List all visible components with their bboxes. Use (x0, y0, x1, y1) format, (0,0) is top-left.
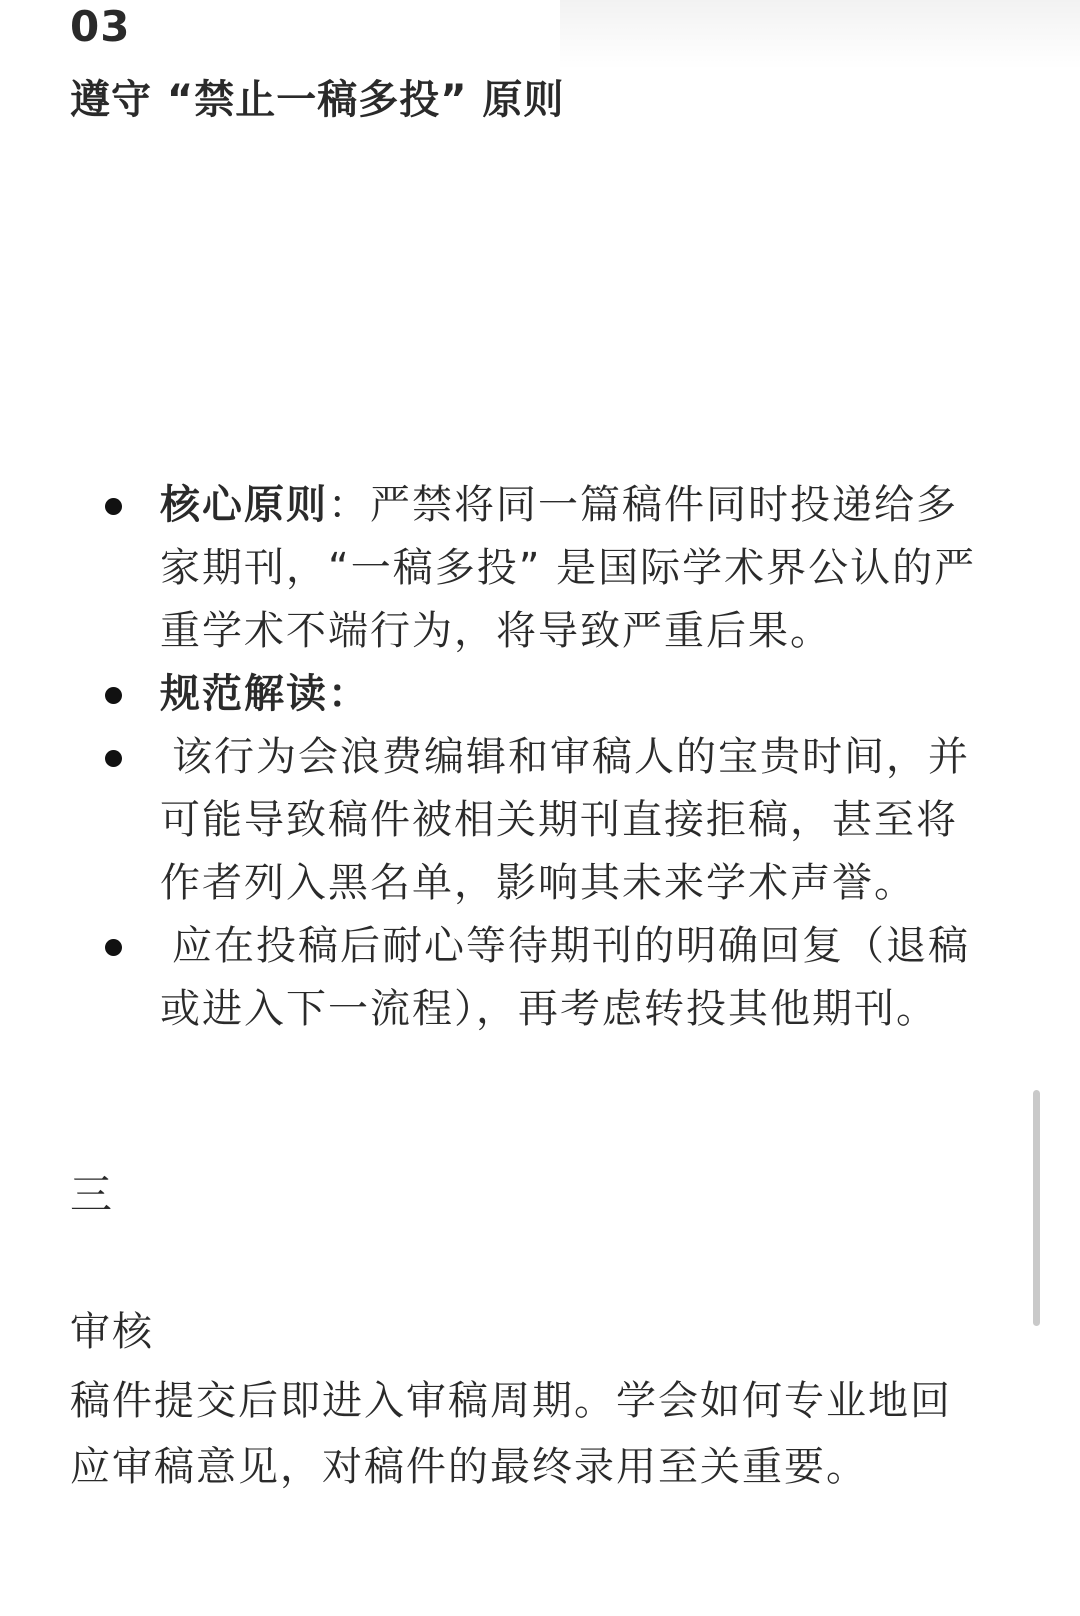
part-heading: 审核 (70, 1309, 154, 1355)
top-shadow (560, 0, 1080, 70)
bullet-list (160, 474, 990, 1041)
section-title: 遵守 “禁止一稿多投” 原则 (70, 77, 565, 123)
bullet-text: 应在投稿后耐心等待期刊的明确回复（退稿或进入下一流程），再考虑转投其他期刊。 (160, 923, 970, 1032)
bullet-item-consequence (160, 726, 990, 915)
bullet-dot-icon (105, 687, 122, 704)
bullet-item-core-principle (160, 474, 990, 663)
bullet-item-advice (160, 915, 990, 1041)
bullet-dot-icon (105, 939, 122, 956)
bullet-label: 规范解读： (160, 671, 370, 717)
bullet-dot-icon (105, 750, 122, 767)
part-paragraph: 稿件提交后即进入审稿周期。学会如何专业地回应审稿意见，对稿件的最终录用至关重要。 (70, 1378, 952, 1490)
part-number: 三 (70, 1170, 113, 1219)
bullet-item-interpretation (160, 663, 990, 726)
bullet-dot-icon (105, 498, 122, 515)
bullet-text: ：严禁将同一篇稿件同时投递给多家期刊，“一稿多投” 是国际学术界公认的严重学术不端行为，将导致严重后果。 (160, 482, 977, 654)
section-number: 03 (70, 2, 131, 51)
bullet-label: 核心原则 (160, 482, 328, 528)
scrollbar[interactable] (1033, 1090, 1040, 1326)
bullet-text: 该行为会浪费编辑和审稿人的宝贵时间，并可能导致稿件被相关期刊直接拒稿，甚至将作者列入黑名单，影响其未来学术声誉。 (160, 734, 970, 906)
